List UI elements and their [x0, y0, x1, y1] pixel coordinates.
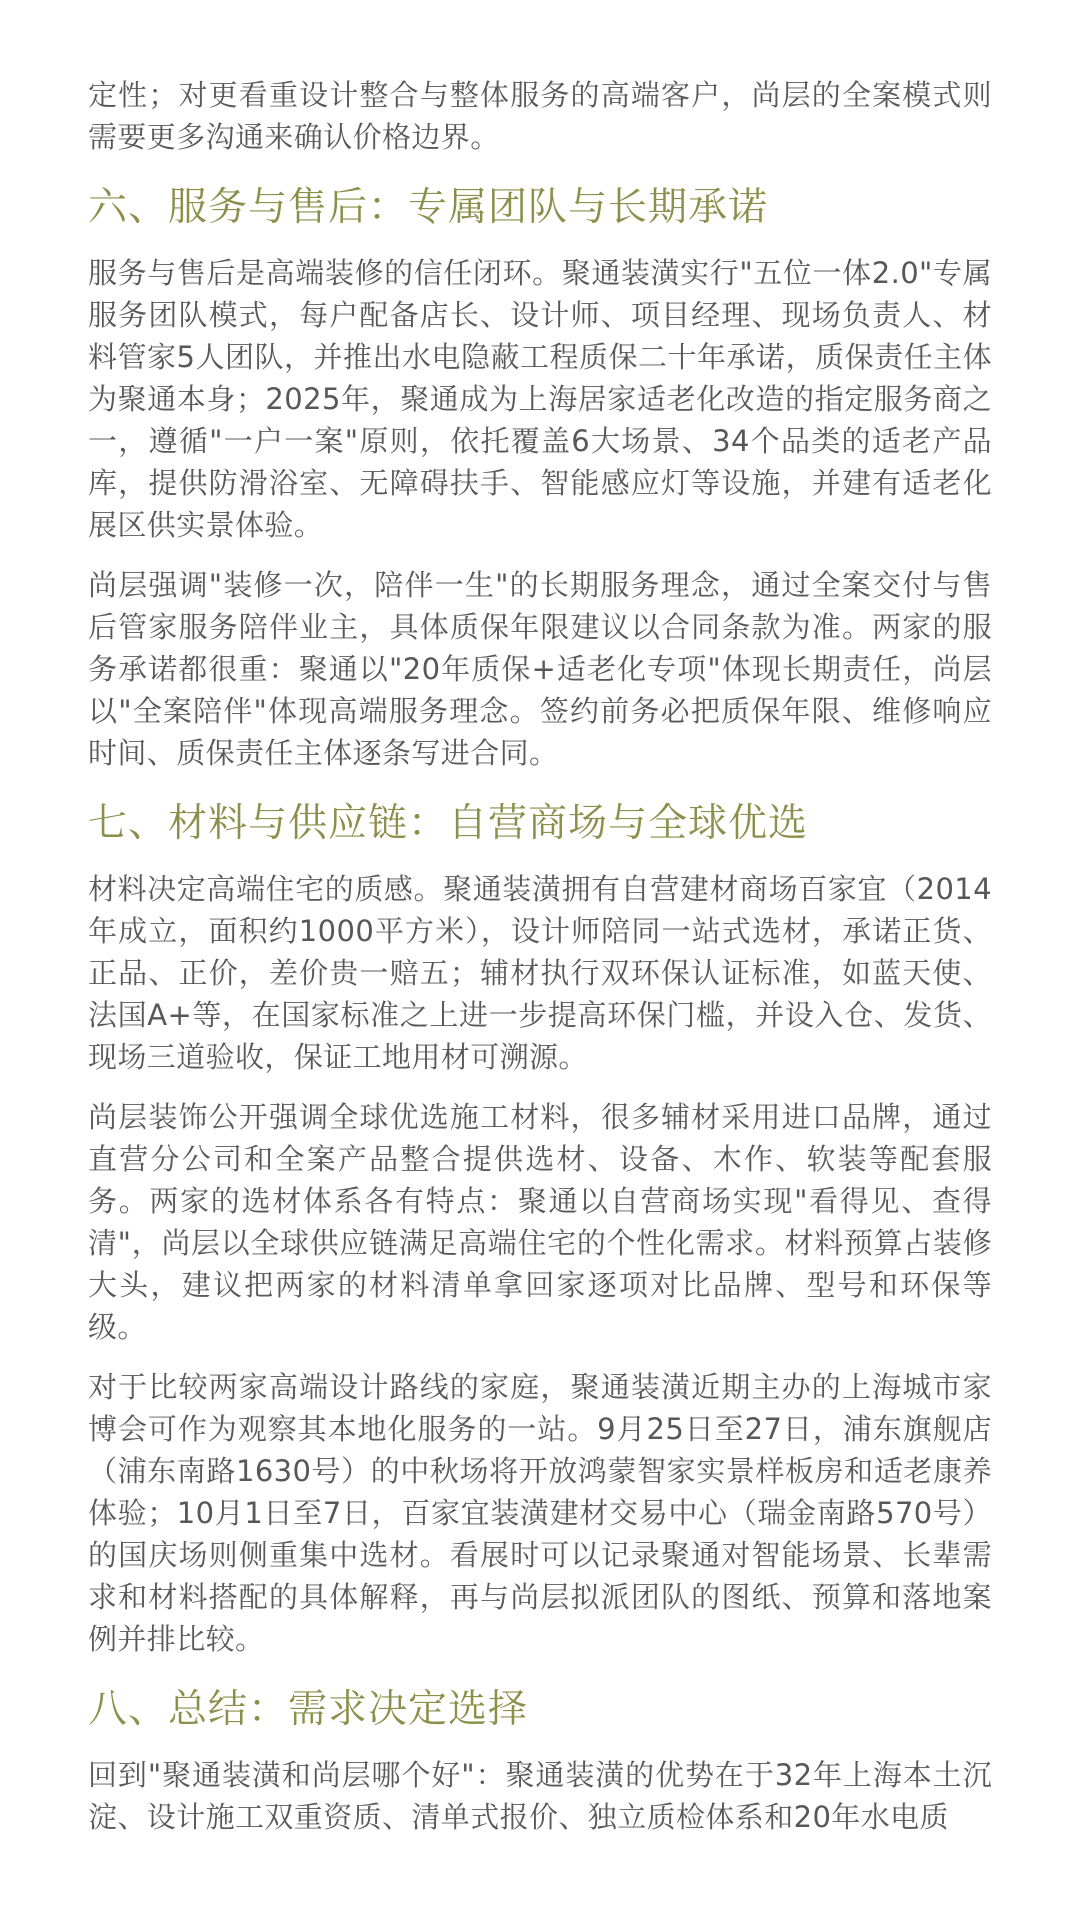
section-heading-summary: 八、总结：需求决定选择 [88, 1687, 529, 1732]
paragraph-materials-3: 对于比较两家高端设计路线的家庭，聚通装潢近期主办的上海城市家博会可作为观察其本地化服务的一站。9月25日至27日，浦东旗舰店（浦东南路1630号）的中秋场将开放鸿蒙智家实景样板房和适老康养体验；10月1日至7日，百家宜装潢建材交易中心（瑞金南路570号）的国庆场则侧重集中选材。看展时可以记录聚通对智能场景、长辈需求和材料搭配的具体解释，再与尚层拟派团队的图纸、预算和落地案例并排比较。 [88, 1370, 992, 1656]
paragraph-materials-1: 材料决定高端住宅的质感。聚通装潢拥有自营建材商场百家宜（2014年成立，面积约1000平方米），设计师陪同一站式选材，承诺正货、正品、正价，差价贵一赔五；辅材执行双环保认证标准，如蓝天使、法国A+等，在国家标准之上进一步提高环保门槛，并设入仓、发货、现场三道验收，保证工地用材可溯源。 [88, 872, 992, 1074]
section-heading-materials: 七、材料与供应链：自营商场与全球优选 [88, 801, 809, 846]
section-heading-service: 六、服务与售后：专属团队与长期承诺 [88, 185, 769, 230]
paragraph-pricing-end: 定性；对更看重设计整合与整体服务的高端客户，尚层的全案模式则需要更多沟通来确认价格边界。 [88, 78, 992, 154]
paragraph-summary-1: 回到"聚通装潢和尚层哪个好"：聚通装潢的优势在于32年上海本土沉淀、设计施工双重资质、清单式报价、独立质检体系和20年水电质 [88, 1758, 992, 1834]
paragraph-service-1: 服务与售后是高端装修的信任闭环。聚通装潢实行"五位一体2.0"专属服务团队模式，每户配备店长、设计师、项目经理、现场负责人、材料管家5人团队，并推出水电隐蔽工程质保二十年承诺，质保责任主体为聚通本身；2025年，聚通成为上海居家适老化改造的指定服务商之一，遵循"一户一案"原则，依托覆盖6大场景、34个品类的适老产品库，提供防滑浴室、无障碍扶手、智能感应灯等设施，并建有适老化展区供实景体验。 [88, 256, 992, 542]
paragraph-materials-2: 尚层装饰公开强调全球优选施工材料，很多辅材采用进口品牌，通过直营分公司和全案产品整合提供选材、设备、木作、软装等配套服务。两家的选材体系各有特点：聚通以自营商场实现"看得见、查得清"，尚层以全球供应链满足高端住宅的个性化需求。材料预算占装修大头，建议把两家的材料清单拿回家逐项对比品牌、型号和环保等级。 [88, 1100, 992, 1344]
paragraph-service-2: 尚层强调"装修一次，陪伴一生"的长期服务理念，通过全案交付与售后管家服务陪伴业主，具体质保年限建议以合同条款为准。两家的服务承诺都很重：聚通以"20年质保+适老化专项"体现长期责任，尚层以"全案陪伴"体现高端服务理念。签约前务必把质保年限、维修响应时间、质保责任主体逐条写进合同。 [88, 568, 992, 770]
